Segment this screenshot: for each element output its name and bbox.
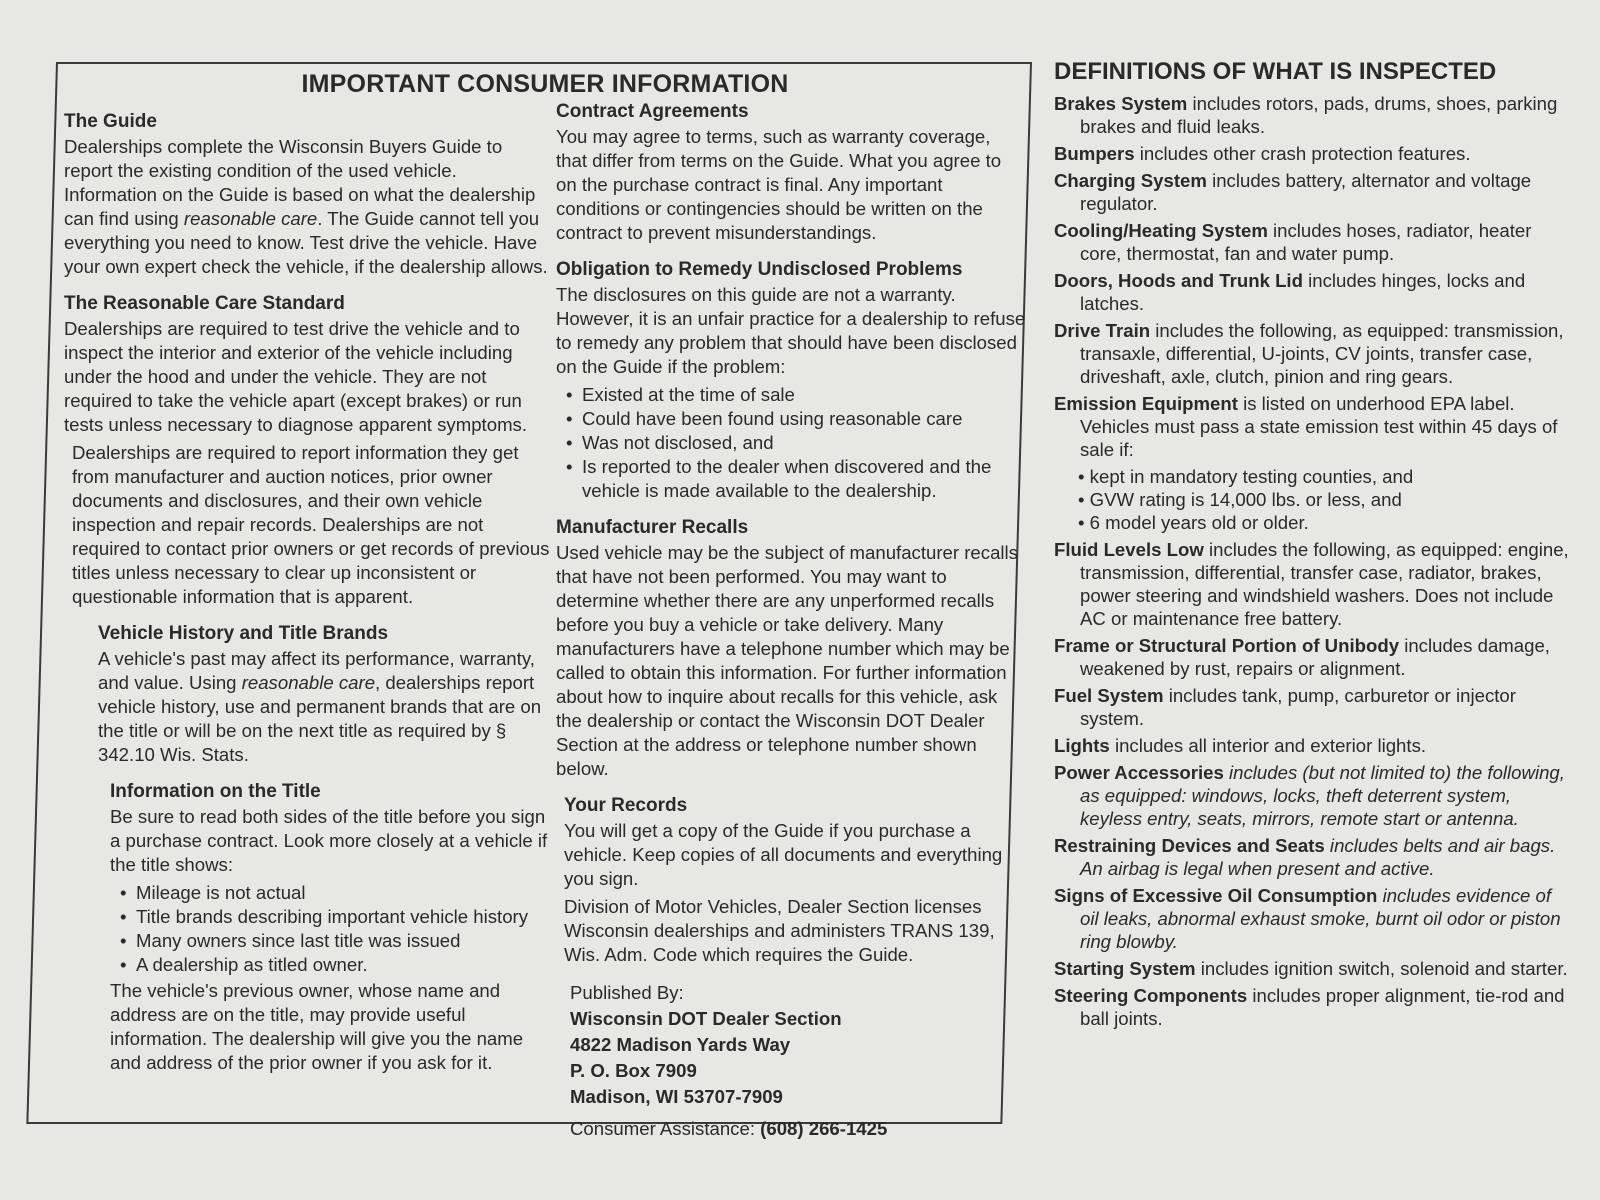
- definition-item: [1054, 538, 1574, 630]
- heading-obligation: Obligation to Remedy Undisclosed Problems: [556, 259, 963, 280]
- heading-reasonable-care: The Reasonable Care Standard: [64, 293, 345, 314]
- definition-text: includes evidence of oil leaks, abnormal exhaust smoke, burnt oil odor or piston ring blowby.: [1080, 885, 1561, 952]
- definition-term: Starting System: [1054, 958, 1196, 979]
- definition-term: Brakes System: [1054, 93, 1188, 114]
- section-the-guide: [64, 110, 554, 279]
- care-paragraph-1: Dealerships are required to test drive the vehicle and to inspect the interior and exterior of the vehicle including under the hood and under the vehicle. They are not required to take the vehicle apart (except brakes) or run tests unless necessary to diagnose apparent symptoms.: [64, 318, 528, 435]
- definition-text: includes hoses, radiator, heater core, thermostat, fan and water pump.: [1080, 220, 1532, 264]
- definition-item: [1054, 92, 1574, 138]
- definition-item: [1054, 761, 1574, 830]
- published-address-3: Madison, WI 53707-7909: [570, 1086, 783, 1107]
- definition-term: Bumpers: [1054, 143, 1135, 164]
- definition-item: [1054, 392, 1574, 461]
- definition-text: includes ignition switch, solenoid and starter.: [1195, 958, 1568, 979]
- history-text-2: , dealerships report vehicle history, use and permanent brands that are on the title or will be on the next title as required by § 342.10 Wis. Stats.: [98, 672, 542, 765]
- title-info-list: [110, 881, 554, 977]
- heading-contract: Contract Agreements: [556, 101, 749, 122]
- assistance-phone: (608) 266-1425: [760, 1118, 888, 1139]
- history-text-1: A vehicle's past may affect its performance, warranty, and value. Using: [98, 648, 535, 693]
- section-obligation: [556, 258, 1026, 503]
- emission-bullet: • kept in mandatory testing counties, and: [1078, 466, 1414, 487]
- guide-text-1: Dealerships complete the Wisconsin Buyers Guide to report the existing condition of the used vehicle. Information on the Guide is based on what the dealership can find using: [64, 136, 536, 229]
- list-item: • A dealership as titled owner.: [120, 953, 554, 977]
- records-paragraph-2: Division of Motor Vehicles, Dealer Section licenses Wisconsin dealerships and administers TRANS 139, Wis. Adm. Code which requires the Guide.: [564, 896, 995, 965]
- definition-item: [1054, 984, 1574, 1030]
- section-vehicle-history: [64, 622, 554, 767]
- box-title: IMPORTANT CONSUMER INFORMATION: [301, 70, 789, 98]
- column-definitions: [1054, 60, 1574, 1034]
- list-item: • Mileage is not actual: [120, 881, 554, 905]
- definition-text: includes rotors, pads, drums, shoes, parking brakes and fluid leaks.: [1080, 93, 1558, 137]
- section-title-info: [64, 780, 554, 1075]
- definition-text: includes the following, as equipped: engine, transmission, differential, transfer case, radiator, brakes, power steering and windshield washers. Does not include AC or maintenance free battery.: [1080, 539, 1569, 629]
- recalls-paragraph: Used vehicle may be the subject of manufacturer recalls that have not been performed. You may want to determine whether there are any unperformed recalls before you buy a vehicle or take delivery. Many manufacturers have a telephone number which may be called to obtain this information. For further information about how to inquire about recalls for this vehicle, ask the dealership or contact the Wisconsin DOT Dealer Section at the address or telephone number shown below.: [556, 542, 1018, 779]
- definition-text: includes tank, pump, carburetor or injector system.: [1080, 685, 1516, 729]
- list-item: • Title brands describing important vehicle history: [120, 905, 554, 929]
- assistance-label: Consumer Assistance:: [570, 1118, 761, 1139]
- title-info-paragraph-2: The vehicle's previous owner, whose name and address are on the title, may provide useful information. The dealership will give you the name and address of the prior owner if you ask for it.: [110, 980, 524, 1073]
- list-item: • Could have been found using reasonable care: [566, 407, 1026, 431]
- definition-item: [1054, 734, 1574, 757]
- definitions-title: DEFINITIONS OF WHAT IS INSPECTED: [1054, 58, 1497, 85]
- definition-term: Frame or Structural Portion of Unibody: [1054, 635, 1400, 656]
- definition-term: Restraining Devices and Seats: [1054, 835, 1325, 856]
- definition-term: Signs of Excessive Oil Consumption: [1054, 885, 1378, 906]
- guide-text-em: reasonable care: [183, 208, 318, 229]
- list-item: • Existed at the time of sale: [566, 383, 1026, 407]
- definition-item: [1054, 269, 1574, 315]
- list-item: • Was not disclosed, and: [566, 431, 1026, 455]
- heading-recalls: Manufacturer Recalls: [556, 517, 749, 538]
- definitions-list-b: [1054, 538, 1574, 757]
- column-middle: [556, 100, 1026, 1155]
- consumer-assistance: [570, 1116, 1026, 1142]
- obligation-paragraph: The disclosures on this guide are not a warranty. However, it is an unfair practice for a dealership to refuse to remedy any problem that should have been disclosed on the Guide if the problem:: [556, 284, 1026, 377]
- definition-text: includes other crash protection features.: [1134, 143, 1471, 164]
- definition-term: Charging System: [1054, 170, 1207, 191]
- definitions-list-a: [1054, 92, 1574, 461]
- section-recalls: [556, 516, 1026, 781]
- definition-term: Fuel System: [1054, 685, 1164, 706]
- definition-term: Fluid Levels Low: [1054, 539, 1204, 560]
- title-info-paragraph-1: Be sure to read both sides of the title before you sign a purchase contract. Look more closely at a vehicle if the title shows:: [110, 806, 548, 875]
- definition-text: includes belts and air bags. An airbag is legal when present and active.: [1080, 835, 1556, 879]
- emission-bullet: • 6 model years old or older.: [1078, 512, 1309, 533]
- definition-text: includes hinges, locks and latches.: [1080, 270, 1526, 314]
- definition-term: Steering Components: [1054, 985, 1248, 1006]
- definition-term: Lights: [1054, 735, 1110, 756]
- list-item: • Is reported to the dealer when discovered and the vehicle is made available to the dealership.: [566, 455, 1026, 503]
- definition-item: [1054, 957, 1574, 980]
- emission-bullets: [1054, 465, 1574, 534]
- published-label: Published By:: [570, 982, 684, 1003]
- column-left: [64, 110, 554, 1088]
- guide-text-2: . The Guide cannot tell you everything you need to know. Test drive the vehicle. Have your own expert check the vehicle, if the dealership allows.: [64, 208, 548, 277]
- definition-text: includes battery, alternator and voltage regulator.: [1080, 170, 1532, 214]
- heading-vehicle-history: Vehicle History and Title Brands: [98, 623, 389, 644]
- definition-item: [1054, 169, 1574, 215]
- contract-paragraph: You may agree to terms, such as warranty coverage, that differ from terms on the Guide. What you agree to on the purchase contract is final. Any important conditions or contingencies should be written on the contract to prevent misunderstandings.: [556, 126, 1002, 243]
- definition-term: Cooling/Heating System: [1054, 220, 1268, 241]
- definition-term: Doors, Hoods and Trunk Lid: [1054, 270, 1303, 291]
- section-contract: [556, 100, 1026, 245]
- definition-term: Drive Train: [1054, 320, 1151, 341]
- definitions-list-d: [1054, 957, 1574, 1030]
- definition-term: Power Accessories: [1054, 762, 1224, 783]
- definition-text: includes all interior and exterior lights.: [1109, 735, 1427, 756]
- heading-title-info: Information on the Title: [110, 781, 321, 802]
- history-paragraph: [98, 647, 554, 767]
- section-published: [556, 980, 1026, 1142]
- published-address-2: P. O. Box 7909: [570, 1060, 697, 1081]
- emission-bullet: • GVW rating is 14,000 lbs. or less, and: [1078, 489, 1402, 510]
- history-text-em: reasonable care: [241, 672, 376, 693]
- definition-text: includes damage, weakened by rust, repairs or alignment.: [1080, 635, 1550, 679]
- definition-item: [1054, 142, 1574, 165]
- heading-records: Your Records: [564, 795, 688, 816]
- definition-item: [1054, 219, 1574, 265]
- section-records: [556, 794, 1026, 967]
- definition-item: [1054, 634, 1574, 680]
- guide-paragraph: [64, 135, 554, 279]
- definition-text: includes (but not limited to) the following, as equipped: windows, locks, theft deterrent system, keyless entry, seats, mirrors, remote start or antenna.: [1080, 762, 1565, 829]
- records-paragraph-1: You will get a copy of the Guide if you purchase a vehicle. Keep copies of all documents and everything you sign.: [564, 820, 1003, 889]
- definition-item: [1054, 319, 1574, 388]
- definition-text: includes the following, as equipped: transmission, transaxle, differential, U-joints, CV joints, transfer case, driveshaft, axle, clutch, pinion and ring gears.: [1080, 320, 1564, 387]
- care-paragraph-2: Dealerships are required to report information they get from manufacturer and auction notices, prior owner documents and disclosures, and their own vehicle inspection and repair records. Dealerships are not required to contact prior owners or get records of previous titles unless necessary to clear up inconsistent or questionable information that is apparent.: [72, 442, 550, 607]
- heading-the-guide: The Guide: [64, 111, 157, 132]
- section-reasonable-care: [64, 292, 554, 609]
- definition-item: [1054, 834, 1574, 880]
- definition-text: includes proper alignment, tie-rod and ball joints.: [1080, 985, 1565, 1029]
- definition-text: is listed on underhood EPA label. Vehicles must pass a state emission test within 45 days of sale if:: [1080, 393, 1558, 460]
- published-address-1: 4822 Madison Yards Way: [570, 1034, 791, 1055]
- obligation-list: [556, 383, 1026, 503]
- definition-item: [1054, 884, 1574, 953]
- definition-item: [1054, 684, 1574, 730]
- definition-term: Emission Equipment: [1054, 393, 1238, 414]
- definitions-list-c: [1054, 761, 1574, 953]
- list-item: • Many owners since last title was issued: [120, 929, 554, 953]
- published-org: Wisconsin DOT Dealer Section: [570, 1008, 842, 1029]
